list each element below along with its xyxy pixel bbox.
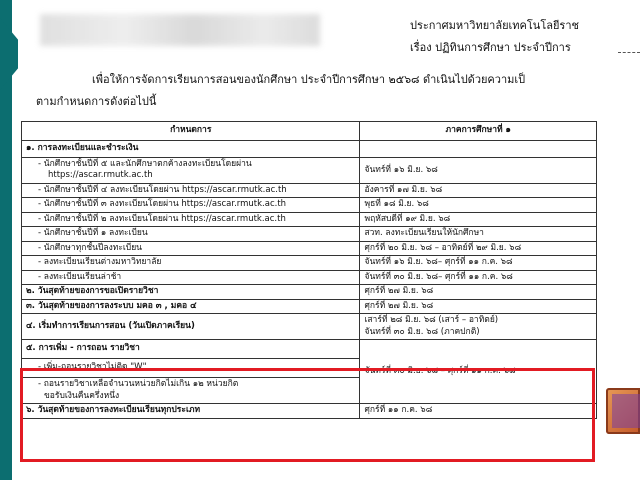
table-row (22, 340, 597, 359)
row-date: พฤหัสบดีที่ ๑๙ มิ.ย. ๖๘ (360, 212, 597, 226)
announcement-line-2: เรื่อง ปฏิทินการศึกษา ประจำปีการ (410, 41, 571, 54)
row-item: ๖. วันสุดท้ายของการลงทะเบียนเรียนทุกประเภท (22, 404, 360, 418)
row-item: - เพิ่ม-ถอนรายวิชาไม่ติด "W" (22, 359, 360, 378)
intro-line-2: ตามกำหนดการดังต่อไปนี้ (36, 95, 157, 108)
row-item (22, 158, 360, 184)
row-date: จันทร์ที่ ๓๐ มิ.ย. ๖๘ – ศุกร์ที่ ๑๑ ก.ค. ๖๘ (360, 340, 597, 404)
table-row (22, 314, 597, 340)
document-header (22, 0, 640, 108)
row-item: - ลงทะเบียนเรียนต่างมหาวิทยาลัย (22, 256, 360, 270)
row-item: - นักศึกษาชั้นปีที่ ๒ ลงทะเบียนโดยผ่าน https://ascar.rmutk.ac.th (22, 212, 360, 226)
table-row (22, 141, 597, 158)
row-date: ศุกร์ที่ ๒๐ มิ.ย. ๖๘ – อาทิตย์ที่ ๒๙ มิ.ย. ๖๘ (360, 241, 597, 255)
row-date: สวท. ลงทะเบียนเรียนให้นักศึกษา (360, 227, 597, 241)
table-row (22, 299, 597, 313)
row-item: - นักศึกษาชั้นปีที่ ๑ ลงทะเบียน (22, 227, 360, 241)
row-date: จันทร์ที่ ๑๖ มิ.ย. ๖๘ (360, 158, 597, 184)
row-item-line: ขอรับเงินคืนครึ่งหนึ่ง (44, 390, 120, 401)
announcement-line-1: ประกาศมหาวิทยาลัยเทคโนโลยีราช (410, 19, 579, 32)
highlight-box (20, 368, 595, 462)
table-row (22, 198, 597, 212)
blurred-logo-area (40, 14, 320, 46)
row-item: - ลงทะเบียนเรียนล่าช้า (22, 270, 360, 284)
row-item-line: - นักศึกษาชั้นปีที่ ๕ และนักศึกษาตกค้างลงทะเบียนโดยผ่าน (38, 159, 252, 169)
row-date-line: จันทร์ที่ ๓๐ มิ.ย. ๖๘ (ภาคปกติ) (364, 326, 480, 337)
row-item: - นักศึกษาทุกชั้นปีลงทะเบียน (22, 241, 360, 255)
row-date: ศุกร์ที่ ๒๗ มิ.ย. ๖๘ (360, 285, 597, 299)
row-date-line: เสาร์ที่ ๒๘ มิ.ย. ๖๘ (เสาร์ – อาทิตย์) (364, 315, 499, 326)
table-row (22, 270, 597, 284)
row-item: - นักศึกษาชั้นปีที่ ๔ ลงทะเบียนโดยผ่าน https://ascar.rmutk.ac.th (22, 183, 360, 197)
row-item: ๒. วันสุดท้ายของการขอเปิดรายวิชา (22, 285, 360, 299)
column-header-schedule: กำหนดการ (22, 122, 360, 141)
row-date: ศุกร์ที่ ๑๑ ก.ค. ๖๘ (360, 404, 597, 418)
table-row (22, 183, 597, 197)
row-date (360, 314, 597, 340)
table-header-row (22, 122, 597, 141)
row-item: - นักศึกษาชั้นปีที่ ๓ ลงทะเบียนโดยผ่าน https://ascar.rmutk.ac.th (22, 198, 360, 212)
row-date: อังคารที่ ๑๗ มิ.ย. ๖๘ (360, 183, 597, 197)
column-header-semester: ภาคการศึกษาที่ ๑ (360, 122, 597, 141)
table-row (22, 212, 597, 226)
row-item: ๔. เริ่มทำการเรียนการสอน (วันเปิดภาคเรียน) (22, 314, 360, 340)
header-divider (618, 52, 640, 53)
row-item-line: - ถอนรายวิชาเหลือจำนวนหน่วยกิตไม่เกิน ๑๒ หน่วยกิต (38, 379, 239, 390)
row-item: ๕. การเพิ่ม - การถอน รายวิชา (22, 340, 360, 359)
table-row (22, 227, 597, 241)
row-date: ศุกร์ที่ ๒๗ มิ.ย. ๖๘ (360, 299, 597, 313)
row-item: ๓. วันสุดท้ายของการลงระบบ มคอ ๓ , มคอ ๔ (22, 299, 360, 313)
row-date (360, 141, 597, 158)
row-date: จันทร์ที่ ๓๐ มิ.ย. ๖๘– ศุกร์ที่ ๑๑ ก.ค. ๖๘ (360, 270, 597, 284)
book-icon (606, 388, 640, 434)
table-row (22, 158, 597, 184)
row-date: จันทร์ที่ ๑๖ มิ.ย. ๖๘– ศุกร์ที่ ๑๑ ก.ค. ๖๘ (360, 256, 597, 270)
table-row (22, 241, 597, 255)
table-row (22, 285, 597, 299)
row-item: ๑. การลงทะเบียนและชำระเงิน (22, 141, 360, 158)
intro-line-1: เพื่อให้การจัดการเรียนการสอนของนักศึกษา ประจำปีการศึกษา ๒๕๖๘ ดำเนินไปด้วยความเป็ (92, 73, 526, 86)
row-date: พุธที่ ๑๘ มิ.ย. ๖๘ (360, 198, 597, 212)
table-row (22, 256, 597, 270)
row-item-url: https://ascar.rmutk.ac.th (48, 170, 153, 181)
